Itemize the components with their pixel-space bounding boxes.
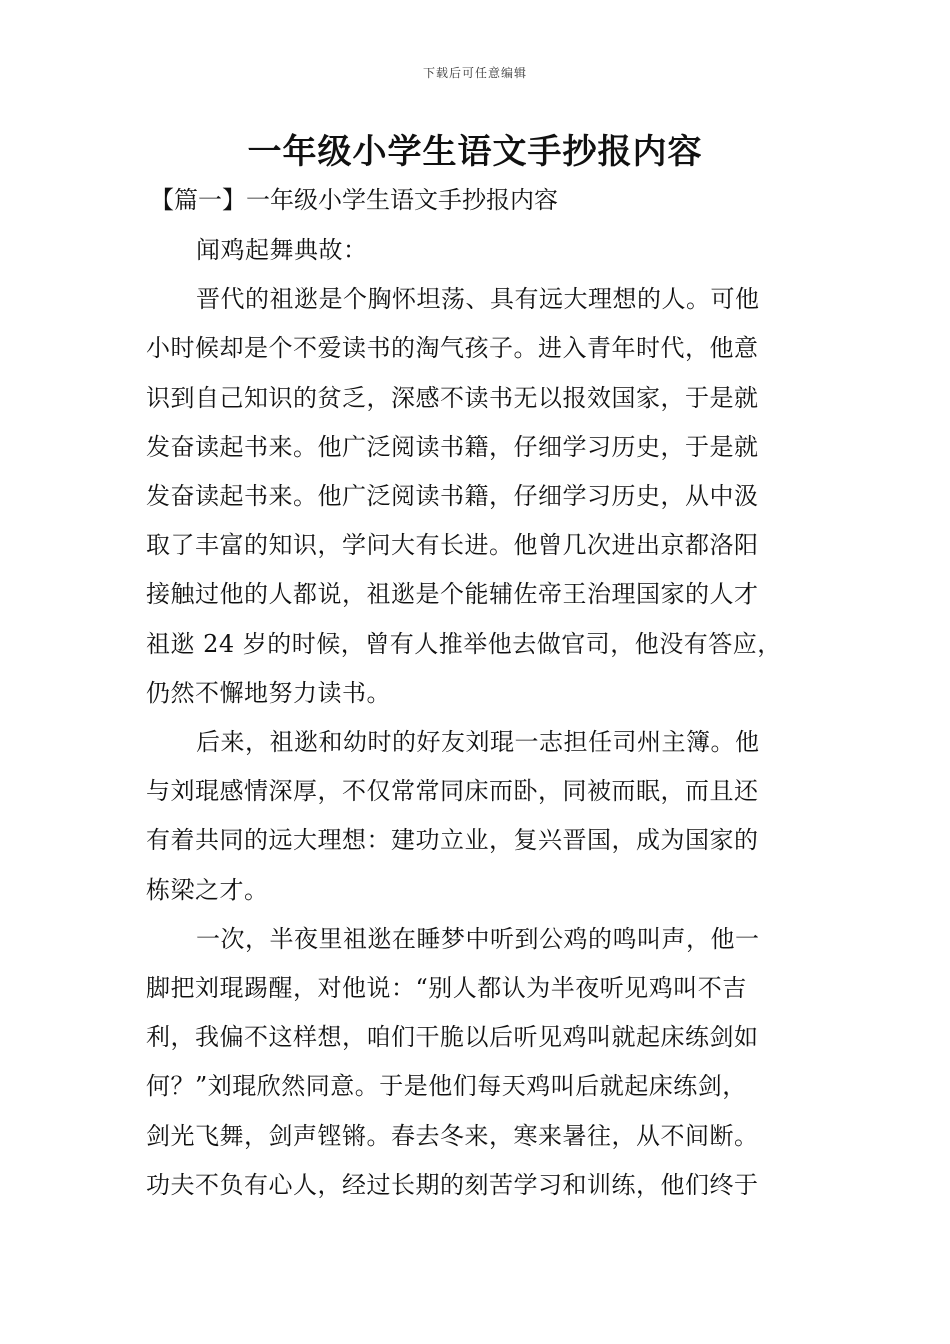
text-line: 发奋读起书来。他广泛阅读书籍，仔细学习历史，于是就 bbox=[146, 432, 759, 461]
text-line: 取了丰富的知识，学问大有长进。他曾几次进出京都洛阳 bbox=[146, 531, 759, 560]
text-line: 仍然不懈地努力读书。 bbox=[146, 678, 391, 707]
text-line: 后来，祖逖和幼时的好友刘琨一志担任司州主簿。他 bbox=[196, 728, 760, 757]
text-line: 利，我偏不这样想，咱们干脆以后听见鸡叫就起床练剑如 bbox=[146, 1023, 759, 1052]
paragraph bbox=[146, 275, 808, 718]
text-line: 剑光飞舞，剑声铿锵。春去冬来，寒来暑往，从不间断。 bbox=[146, 1121, 759, 1150]
paragraph bbox=[146, 718, 808, 915]
text-line: 祖逖 24 岁的时候，曾有人推举他去做官司，他没有答应， bbox=[146, 629, 782, 658]
text-line: 何？”刘琨欣然同意。于是他们每天鸡叫后就起床练剑， bbox=[146, 1072, 747, 1101]
text-line: 功夫不负有心人，经过长期的刻苦学习和训练，他们终于 bbox=[146, 1170, 759, 1199]
document-title: 一年级小学生语文手抄报内容 bbox=[247, 132, 703, 172]
text-line: 一次，半夜里祖逖在睡梦中听到公鸡的鸣叫声，他一 bbox=[196, 924, 760, 953]
paragraph-heading bbox=[146, 226, 808, 275]
section-title: 【篇一】一年级小学生语文手抄报内容 bbox=[150, 186, 558, 214]
document-body bbox=[146, 226, 808, 1210]
header-note: 下载后可任意编辑 bbox=[422, 66, 527, 80]
text-line: 栋梁之才。 bbox=[146, 875, 269, 904]
text-line: 识到自己知识的贫乏，深感不读书无以报效国家，于是就 bbox=[146, 383, 759, 412]
text-line: 有着共同的远大理想：建功立业，复兴晋国，成为国家的 bbox=[146, 826, 759, 855]
text-line: 脚把刘琨踢醒，对他说：“别人都认为半夜听见鸡叫不吉 bbox=[146, 974, 747, 1003]
text-line: 小时候却是个不爱读书的淘气孩子。进入青年时代，他意 bbox=[146, 334, 759, 363]
paragraph bbox=[146, 915, 808, 1210]
text-line: 闻鸡起舞典故： bbox=[196, 236, 368, 264]
text-line: 接触过他的人都说，祖逖是个能辅佐帝王治理国家的人才 bbox=[146, 580, 759, 609]
text-line: 发奋读起书来。他广泛阅读书籍，仔细学习历史，从中汲 bbox=[146, 482, 759, 511]
text-line: 晋代的祖逖是个胸怀坦荡、具有远大理想的人。可他 bbox=[196, 285, 760, 314]
text-line: 与刘琨感情深厚，不仅常常同床而卧，同被而眠，而且还 bbox=[146, 777, 759, 806]
